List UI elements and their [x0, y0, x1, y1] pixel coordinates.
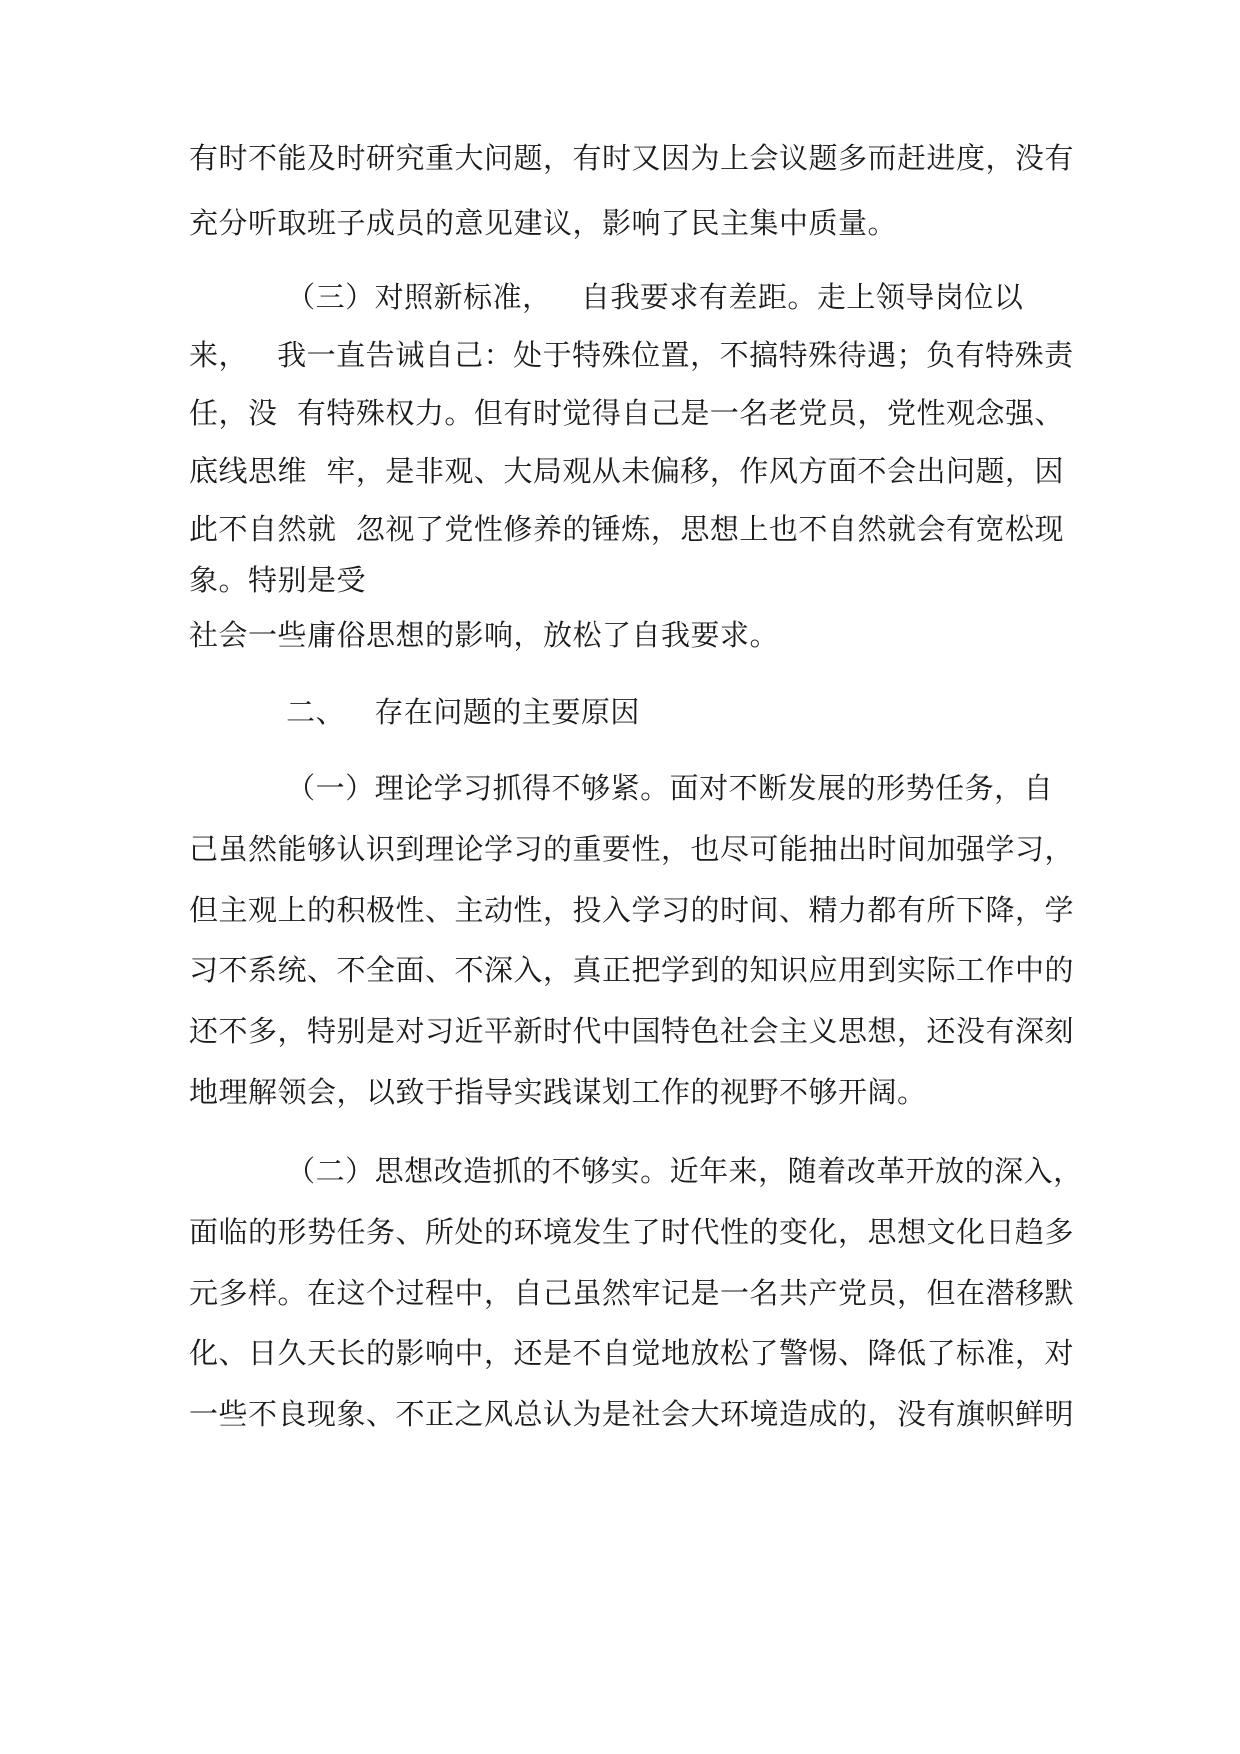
text-line: （二）思想改造抓的不够实。近年来，随着改革开放的深入， [189, 1154, 1083, 1188]
text-line: 充分听取班子成员的意见建议，影响了民主集中质量。 [189, 206, 898, 240]
text-line: 元多样。在这个过程中，自己虽然牢记是一名共产党员，但在潜移默 [189, 1276, 1075, 1310]
text-line: 来， 我一直告诫自己：处于特殊位置，不搞特殊待遇；负有特殊责 [189, 338, 1074, 372]
section-heading: 二、 存在问题的主要原因 [189, 695, 640, 729]
text-line: 有时不能及时研究重大问题，有时又因为上会议题多而赶进度，没有 [189, 141, 1075, 175]
text-line: 但主观上的积极性、主动性，投入学习的时间、精力都有所下降，学 [189, 893, 1075, 927]
text-line: 面临的形势任务、所处的环境发生了时代性的变化，思想文化日趋多 [189, 1215, 1075, 1249]
text-line: （一）理论学习抓得不够紧。面对不断发展的形势任务，自 [189, 771, 1054, 805]
text-line: 底线思维 牢，是非观、大局观从未偏移，作风方面不会出问题，因 [189, 454, 1064, 488]
text-line: 地理解领会，以致于指导实践谋划工作的视野不够开阔。 [189, 1075, 927, 1109]
text-line: 此不自然就 忽视了党性修养的锤炼，思想上也不自然就会有宽松现 [189, 512, 1064, 546]
text-line: 还不多，特别是对习近平新时代中国特色社会主义思想，还没有深刻 [189, 1014, 1075, 1048]
text-line: 化、日久天长的影响中，还是不自觉地放松了警惕、降低了标准，对 [189, 1336, 1075, 1370]
text-line: 象。特别是受 [189, 563, 367, 597]
text-line: 任，没 有特殊权力。但有时觉得自己是一名老党员，党性观念强、 [189, 396, 1064, 430]
text-line: 社会一些庸俗思想的影响，放松了自我要求。 [189, 618, 780, 652]
text-line: 己虽然能够认识到理论学习的重要性，也尽可能抽出时间加强学习， [189, 832, 1075, 866]
text-line: 一些不良现象、不正之风总认为是社会大环境造成的，没有旗帜鲜明 [189, 1397, 1075, 1431]
text-line: 习不系统、不全面、不深入，真正把学到的知识应用到实际工作中的 [189, 953, 1075, 987]
text-line: （三）对照新标准， 自我要求有差距。走上领导岗位以 [189, 280, 1024, 314]
